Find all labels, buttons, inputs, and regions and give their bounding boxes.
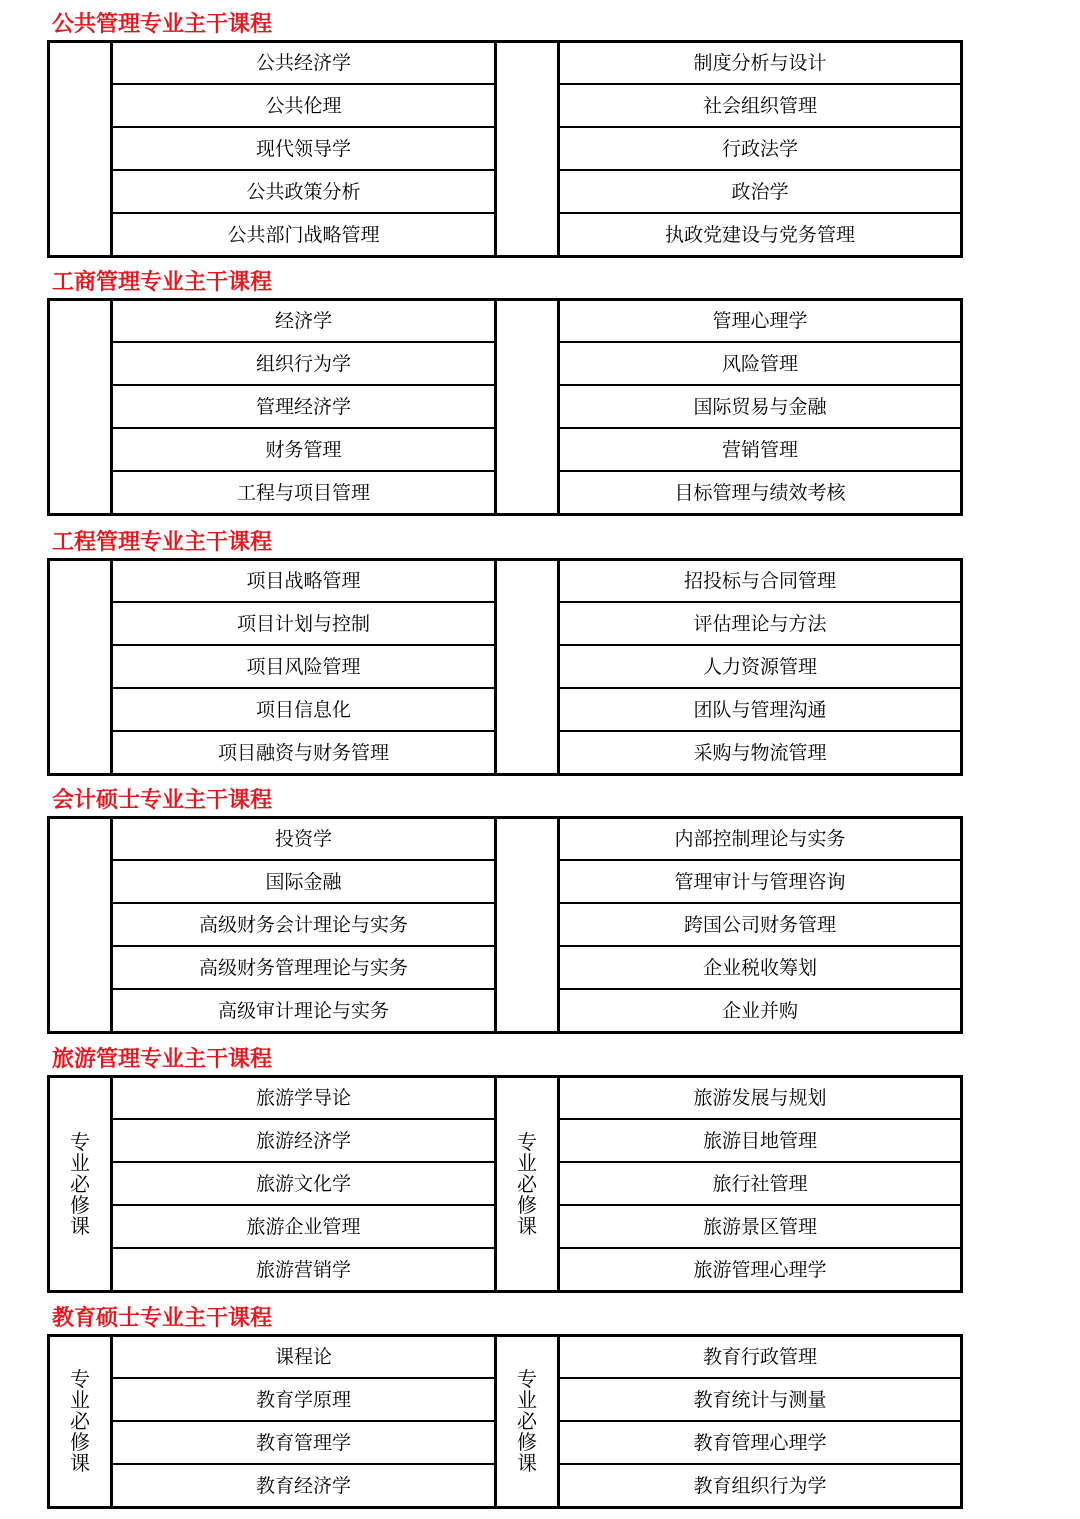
row-divider: [110, 1463, 494, 1465]
course-name-left: 投资学: [274, 828, 332, 850]
row-divider: [110, 859, 494, 861]
course-name-right: 企业税收筹划: [702, 957, 817, 979]
course-name-left: 公共部门战略管理: [227, 224, 380, 246]
course-name-right: 管理心理学: [712, 310, 808, 332]
course-name-left: 组织行为学: [255, 353, 351, 375]
course-name-right: 采购与物流管理: [693, 742, 827, 764]
row-divider: [110, 644, 494, 646]
course-name-left: 项目信息化: [255, 699, 351, 721]
course-section: [0, 1045, 1080, 1297]
section-title: 旅游管理专业主干课程: [52, 1047, 273, 1072]
table-border-bottom: [47, 1506, 963, 1509]
course-name-right: 教育组织行为学: [693, 1475, 827, 1497]
table-border-bottom: [47, 255, 963, 258]
row-divider: [557, 687, 963, 689]
course-name-left: 项目战略管理: [246, 570, 361, 592]
course-name-right: 旅游景区管理: [702, 1216, 817, 1238]
row-divider: [557, 1161, 963, 1163]
table-border-right: [960, 1075, 963, 1293]
row-divider: [557, 1420, 963, 1422]
row-divider: [557, 427, 963, 429]
course-section: [0, 528, 1080, 780]
row-divider: [557, 83, 963, 85]
course-name-right: 内部控制理论与实务: [674, 828, 846, 850]
course-section: [0, 786, 1080, 1038]
row-divider: [110, 730, 494, 732]
course-name-left: 教育学原理: [255, 1389, 351, 1411]
course-section: [0, 10, 1080, 262]
table-border-right: [960, 298, 963, 516]
row-divider: [110, 169, 494, 171]
course-table: [47, 558, 963, 776]
course-section: [0, 268, 1080, 520]
row-divider: [557, 384, 963, 386]
table-border-left: [47, 558, 50, 776]
course-name-right: 风险管理: [721, 353, 798, 375]
course-name-right: 评估理论与方法: [693, 613, 827, 635]
course-name-left: 国际金融: [265, 871, 342, 893]
row-divider: [557, 1118, 963, 1120]
row-divider: [110, 902, 494, 904]
course-name-left: 旅游营销学: [255, 1259, 351, 1281]
table-border-mid-left: [494, 816, 497, 1034]
row-divider: [557, 988, 963, 990]
course-name-right: 目标管理与绩效考核: [674, 482, 846, 504]
course-name-left: 工程与项目管理: [236, 482, 370, 504]
row-divider: [557, 902, 963, 904]
row-divider: [557, 1247, 963, 1249]
row-divider: [110, 1161, 494, 1163]
course-name-left: 旅游学导论: [255, 1087, 351, 1109]
course-table: [47, 1075, 963, 1293]
course-name-left: 公共伦理: [265, 95, 342, 117]
course-name-left: 高级财务管理理论与实务: [198, 957, 408, 979]
category-label-left: 专 业 必 修 课: [70, 1367, 90, 1475]
course-name-left: 课程论: [274, 1346, 332, 1368]
row-divider: [110, 427, 494, 429]
row-divider: [557, 945, 963, 947]
row-divider: [110, 212, 494, 214]
table-border-left: [47, 816, 50, 1034]
course-name-right: 团队与管理沟通: [693, 699, 827, 721]
row-divider: [557, 341, 963, 343]
course-name-right: 企业并购: [721, 1000, 798, 1022]
row-divider: [557, 1463, 963, 1465]
course-name-right: 人力资源管理: [702, 656, 817, 678]
course-name-left: 经济学: [274, 310, 332, 332]
course-name-left: 财务管理: [265, 439, 342, 461]
course-name-right: 旅行社管理: [712, 1173, 808, 1195]
table-border-left: [47, 298, 50, 516]
course-table: [47, 40, 963, 258]
course-name-right: 执政党建设与党务管理: [664, 224, 855, 246]
course-name-right: 旅游目地管理: [702, 1130, 817, 1152]
course-name-right: 政治学: [731, 181, 789, 203]
table-border-right: [960, 40, 963, 258]
course-name-right: 管理审计与管理咨询: [674, 871, 846, 893]
course-name-right: 国际贸易与金融: [693, 396, 827, 418]
row-divider: [110, 687, 494, 689]
row-divider: [557, 212, 963, 214]
course-name-left: 教育管理学: [255, 1432, 351, 1454]
row-divider: [110, 1420, 494, 1422]
row-divider: [557, 169, 963, 171]
row-divider: [110, 126, 494, 128]
course-table: [47, 816, 963, 1034]
section-title: 工程管理专业主干课程: [52, 530, 273, 555]
category-label-left: 专 业 必 修 课: [70, 1130, 90, 1238]
section-title: 教育硕士专业主干课程: [52, 1306, 273, 1331]
row-divider: [110, 988, 494, 990]
row-divider: [557, 1377, 963, 1379]
course-name-left: 公共经济学: [255, 52, 351, 74]
course-table: [47, 1334, 963, 1509]
row-divider: [557, 730, 963, 732]
row-divider: [110, 945, 494, 947]
section-title: 会计硕士专业主干课程: [52, 788, 273, 813]
row-divider: [110, 384, 494, 386]
course-name-right: 制度分析与设计: [693, 52, 827, 74]
table-border-bottom: [47, 513, 963, 516]
course-name-left: 高级审计理论与实务: [217, 1000, 389, 1022]
course-name-right: 旅游发展与规划: [693, 1087, 827, 1109]
course-name-right: 跨国公司财务管理: [683, 914, 836, 936]
row-divider: [110, 341, 494, 343]
course-name-right: 招投标与合同管理: [683, 570, 836, 592]
row-divider: [110, 83, 494, 85]
table-border-left: [47, 40, 50, 258]
course-name-left: 项目融资与财务管理: [217, 742, 389, 764]
row-divider: [557, 470, 963, 472]
category-label-right: 专 业 必 修 课: [517, 1130, 537, 1238]
category-label-right: 专 业 必 修 课: [517, 1367, 537, 1475]
course-name-right: 教育行政管理: [702, 1346, 817, 1368]
course-name-left: 项目计划与控制: [236, 613, 370, 635]
course-name-right: 教育管理心理学: [693, 1432, 827, 1454]
course-section: [0, 1304, 1080, 1513]
row-divider: [557, 1204, 963, 1206]
row-divider: [557, 601, 963, 603]
course-name-right: 营销管理: [721, 439, 798, 461]
table-border-bottom: [47, 1290, 963, 1293]
table-border-bottom: [47, 773, 963, 776]
course-name-left: 公共政策分析: [246, 181, 361, 203]
row-divider: [110, 1204, 494, 1206]
course-name-left: 旅游文化学: [255, 1173, 351, 1195]
course-name-left: 旅游企业管理: [246, 1216, 361, 1238]
table-border-right: [960, 816, 963, 1034]
course-name-left: 高级财务会计理论与实务: [198, 914, 408, 936]
course-name-right: 教育统计与测量: [693, 1389, 827, 1411]
row-divider: [110, 1118, 494, 1120]
row-divider: [557, 126, 963, 128]
table-border-mid-left: [494, 40, 497, 258]
table-border-mid-left: [494, 298, 497, 516]
section-title: 公共管理专业主干课程: [52, 12, 273, 37]
table-border-bottom: [47, 1031, 963, 1034]
course-name-right: 行政法学: [721, 138, 798, 160]
course-name-left: 现代领导学: [255, 138, 351, 160]
row-divider: [557, 644, 963, 646]
course-name-left: 项目风险管理: [246, 656, 361, 678]
course-name-left: 旅游经济学: [255, 1130, 351, 1152]
row-divider: [557, 859, 963, 861]
table-border-right: [960, 558, 963, 776]
course-name-left: 管理经济学: [255, 396, 351, 418]
course-name-right: 旅游管理心理学: [693, 1259, 827, 1281]
table-border-mid-left: [494, 558, 497, 776]
row-divider: [110, 1377, 494, 1379]
course-name-left: 教育经济学: [255, 1475, 351, 1497]
section-title: 工商管理专业主干课程: [52, 270, 273, 295]
course-table: [47, 298, 963, 516]
row-divider: [110, 601, 494, 603]
row-divider: [110, 1247, 494, 1249]
course-name-right: 社会组织管理: [702, 95, 817, 117]
row-divider: [110, 470, 494, 472]
